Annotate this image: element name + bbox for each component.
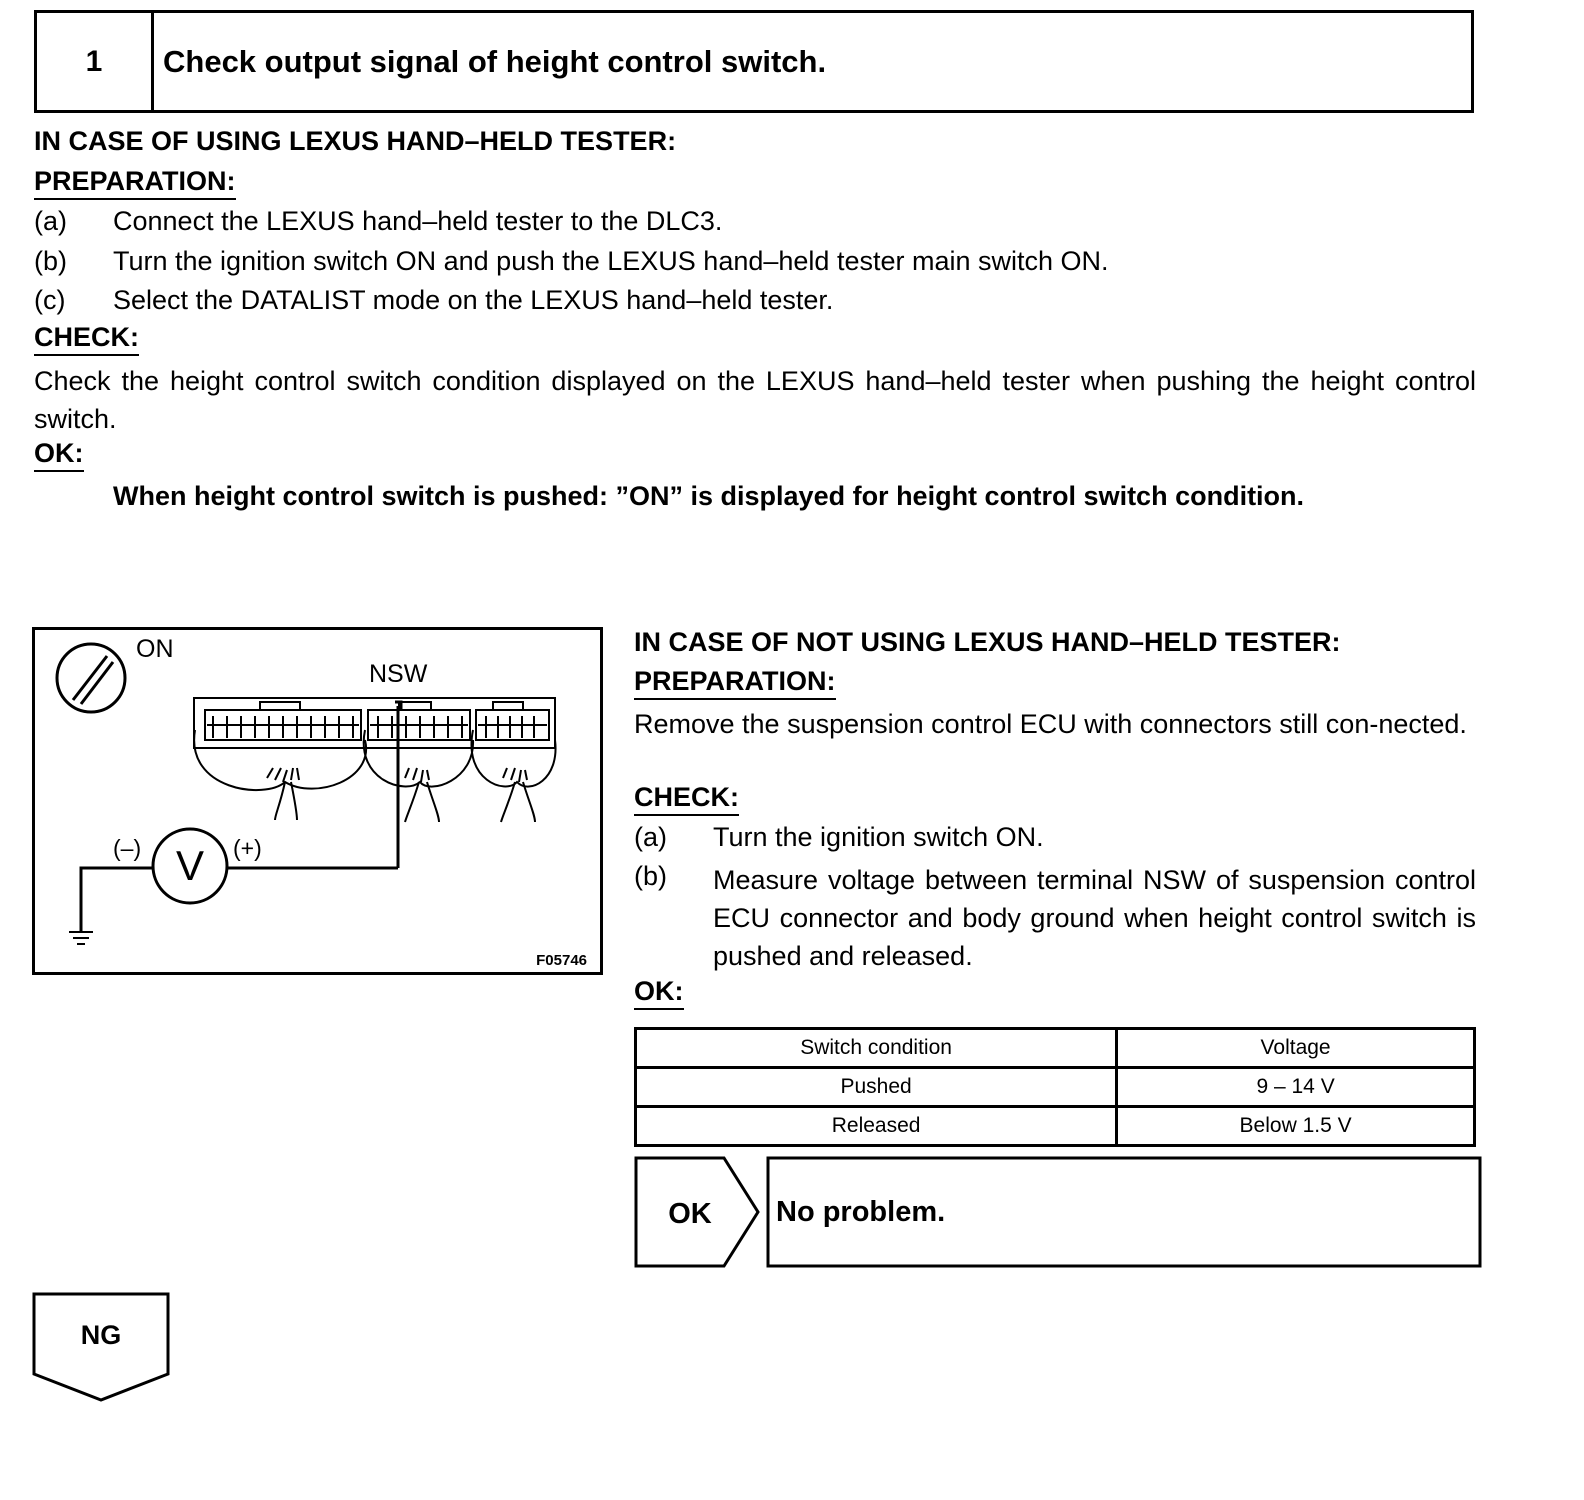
wire-harness	[194, 730, 555, 822]
negative-lead-label: (–)	[113, 835, 142, 861]
positive-lead-label: (+)	[233, 835, 262, 861]
no-tester-preparation-text: Remove the suspension control ECU with connectors still con-nected.	[634, 709, 1467, 739]
ng-flow-graphic	[32, 1292, 172, 1412]
table-cell: Pushed	[636, 1068, 1117, 1107]
ok-result-text: No problem.	[776, 1195, 946, 1228]
nsw-terminal-label: NSW	[369, 660, 428, 688]
table-cell: Released	[636, 1107, 1117, 1146]
tester-prep-a-key: (a)	[34, 206, 67, 236]
wiring-figure	[32, 627, 603, 975]
tester-prep-c-text: Select the DATALIST mode on the LEXUS hand–held tester.	[113, 285, 834, 315]
tester-heading: IN CASE OF USING LEXUS HAND–HELD TESTER:	[34, 126, 677, 156]
step-number: 1	[37, 13, 154, 110]
no-tester-check-a-text: Turn the ignition switch ON.	[713, 822, 1044, 852]
no-tester-heading: IN CASE OF NOT USING LEXUS HAND–HELD TESTER:	[634, 627, 1341, 657]
no-tester-check-label: CHECK:	[634, 782, 739, 816]
table-header-cell: Voltage	[1117, 1029, 1475, 1068]
step-title: Check output signal of height control switch.	[163, 43, 827, 79]
ground-lead	[81, 868, 153, 932]
tester-check-label: CHECK:	[34, 322, 139, 356]
voltmeter-symbol: V	[175, 842, 205, 889]
tester-prep-a-text: Connect the LEXUS hand–held tester to the DLC3.	[113, 206, 723, 236]
wiring-diagram	[35, 630, 600, 972]
no-tester-preparation-label: PREPARATION:	[634, 666, 836, 700]
tester-prep-b-text: Turn the ignition switch ON and push the LEXUS hand–held tester main switch ON.	[113, 246, 1109, 276]
figure-id: F05746	[536, 952, 587, 969]
no-tester-ok-label: OK:	[634, 976, 684, 1010]
no-tester-check-a-key: (a)	[634, 822, 667, 852]
tester-ok-statement: When height control switch is pushed: ”ON” is displayed for height control switch condition.	[113, 481, 1305, 511]
ok-flow-label: OK	[668, 1198, 712, 1230]
ng-flow-label: NG	[80, 1320, 122, 1350]
ignition-switch-icon	[57, 644, 125, 712]
ground-symbol-icon	[69, 932, 93, 944]
no-tester-check-b-key: (b)	[634, 861, 667, 891]
ecu-connector	[194, 698, 555, 748]
tester-check-text: Check the height control switch condition displayed on the LEXUS hand–held tester when pushing the height control switch.	[34, 366, 1476, 434]
table-header-row	[636, 1029, 1475, 1068]
no-tester-check-b-text: Measure voltage between terminal NSW of suspension control ECU connector and body ground when height control switch is pushed and released.	[713, 865, 1476, 971]
ignition-on-label: ON	[136, 635, 174, 663]
step-header-box	[34, 10, 1474, 113]
voltmeter-icon	[153, 829, 227, 903]
tester-ok-label: OK:	[34, 438, 84, 472]
table-header-cell: Switch condition	[636, 1029, 1117, 1068]
tester-preparation-label: PREPARATION:	[34, 166, 236, 200]
tester-prep-c-key: (c)	[34, 285, 66, 315]
tester-prep-b-key: (b)	[34, 246, 67, 276]
table-cell: 9 – 14 V	[1117, 1068, 1475, 1107]
table-cell: Below 1.5 V	[1117, 1107, 1475, 1146]
ok-flow-graphic	[634, 1156, 1486, 1271]
table-row	[636, 1107, 1475, 1146]
table-row	[636, 1068, 1475, 1107]
voltage-spec-table	[634, 1027, 1476, 1147]
